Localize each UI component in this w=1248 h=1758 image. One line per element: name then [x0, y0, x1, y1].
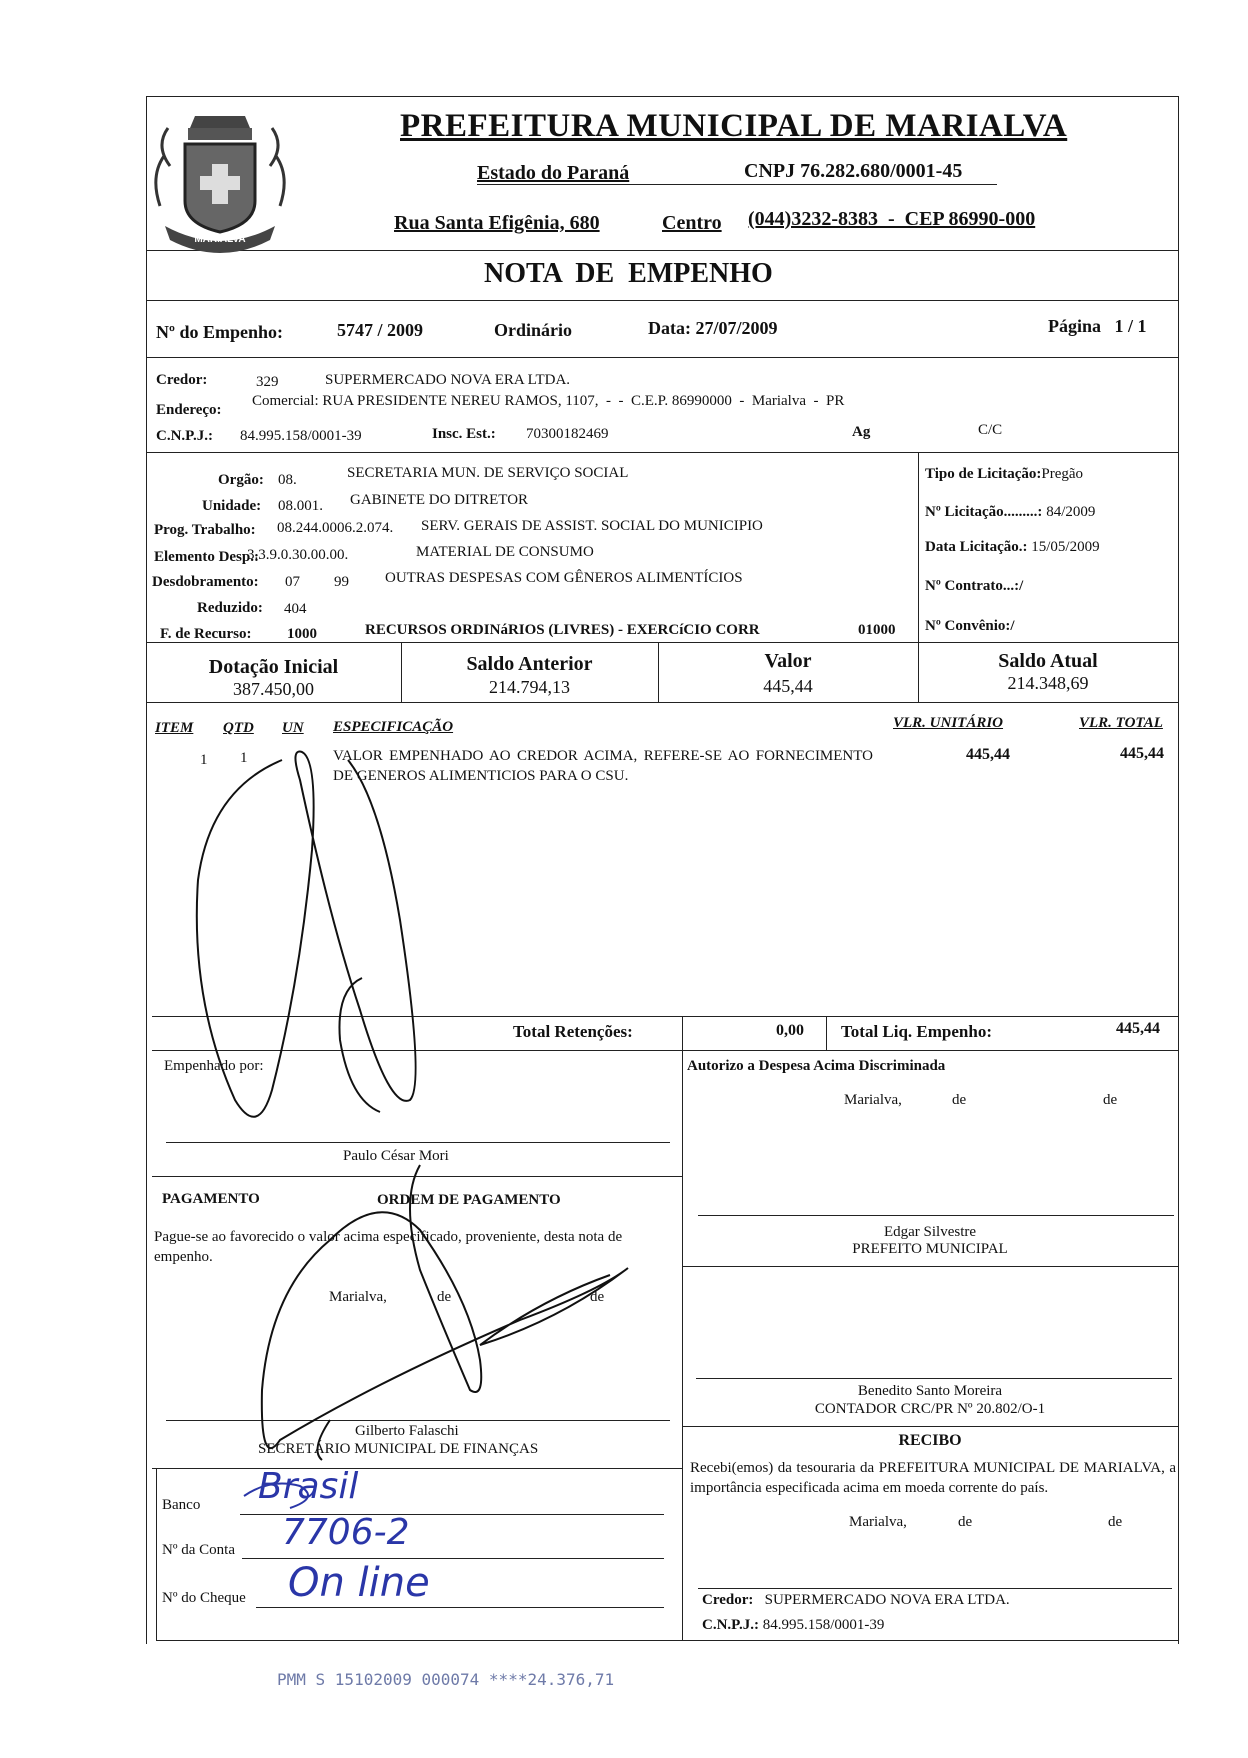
- ordem-pagamento-label: ORDEM DE PAGAMENTO: [377, 1192, 561, 1208]
- licitacao-data: [925, 539, 1100, 556]
- licitacao-num: [925, 504, 1095, 521]
- desd-a: 07: [285, 574, 300, 590]
- retencoes-value: 0,00: [776, 1022, 804, 1039]
- secretario-title: SECRETÁRIO MUNICIPAL DE FINANÇAS: [258, 1441, 539, 1457]
- ag-label: Ag: [852, 424, 871, 440]
- desd-b: 99: [334, 574, 349, 590]
- empenhado-label: Empenhado por:: [164, 1058, 264, 1074]
- empenho-number: 5747 / 2009: [337, 320, 424, 340]
- banco-handwritten: Brasil: [258, 1466, 359, 1507]
- empenho-label: Nº do Empenho:: [156, 322, 283, 342]
- dotacao-value: 387.450,00: [233, 679, 314, 699]
- dotacao-label: Dotação Inicial: [208, 656, 339, 678]
- elem-label: Elemento Desp.:: [154, 549, 259, 565]
- address-label: Endereço:: [156, 402, 222, 418]
- elem-name: MATERIAL DE CONSUMO: [416, 544, 594, 560]
- licitacao-data-value: 15/05/2009: [1031, 539, 1100, 555]
- autorizo-de-1: de: [952, 1092, 967, 1108]
- saldo-atual-label: Saldo Atual: [998, 650, 1098, 672]
- saldo-atual-value: 214.348,69: [1007, 673, 1089, 693]
- svg-text:MARIALVA: MARIALVA: [194, 234, 246, 245]
- insc-label: Insc. Est.:: [432, 426, 496, 442]
- footer-credor: [702, 1592, 1010, 1609]
- prefeitura-title: PREFEITURA MUNICIPAL DE MARIALVA: [400, 108, 1068, 144]
- col-especificacao: ESPECIFICAÇÃO: [333, 719, 454, 735]
- credor-cnpj: 84.995.158/0001-39: [240, 428, 362, 444]
- autorizo-de-2: de: [1103, 1092, 1118, 1108]
- credor-address: Comercial: RUA PRESIDENTE NEREU RAMOS, 1107, - - C.E.P. 86990000 - Marialva - PR: [252, 393, 845, 409]
- cnpj-label: C.N.P.J.:: [156, 428, 213, 444]
- liquido-value: 445,44: [1116, 1020, 1160, 1037]
- row-total-value: 445,44: [1120, 745, 1164, 762]
- liquido-label: Total Liq. Empenho:: [841, 1022, 992, 1041]
- row-item: 1: [200, 752, 208, 768]
- reduzido-label: Reduzido:: [197, 600, 263, 616]
- col-vlr-unitario: VLR. UNITÁRIO: [893, 715, 1004, 731]
- coat-of-arms-logo: [150, 106, 290, 256]
- conta-handwritten: 7706-2: [282, 1512, 410, 1553]
- fonte-ref: 01000: [858, 622, 896, 638]
- recibo-de-2: de: [1108, 1514, 1123, 1530]
- licitacao-num-label: Nº Licitação.........:: [925, 504, 1043, 520]
- licitacao-tipo: [925, 466, 1083, 483]
- footer-credor-name: SUPERMERCADO NOVA ERA LTDA.: [764, 1592, 1010, 1608]
- pagamento-de-1: de: [437, 1289, 452, 1305]
- fonte-label: F. de Recurso:: [160, 626, 252, 642]
- insc-value: 70300182469: [526, 426, 609, 442]
- row-qtd: 1: [240, 750, 248, 766]
- contrato: Nº Contrato...:/: [925, 578, 1024, 594]
- licitacao-tipo-value: Pregão: [1041, 466, 1084, 482]
- banco-label: Banco: [162, 1497, 201, 1513]
- saldo-anterior-value: 214.794,13: [489, 677, 570, 697]
- cheque-handwritten: On line: [288, 1560, 430, 1606]
- footer-credor-label: Credor:: [702, 1592, 754, 1608]
- col-un: UN: [282, 720, 304, 736]
- cc-label: C/C: [978, 422, 1003, 438]
- recibo-place: Marialva,: [849, 1514, 907, 1530]
- footer-cnpj-value: 84.995.158/0001-39: [762, 1617, 885, 1633]
- footer-cnpj: [702, 1617, 884, 1634]
- licitacao-data-label: Data Licitação.:: [925, 539, 1028, 555]
- pagamento-place: Marialva,: [329, 1289, 387, 1305]
- desd-name: OUTRAS DESPESAS COM GÊNEROS ALIMENTÍCIOS: [385, 570, 743, 586]
- row-unit-value: 445,44: [966, 746, 1010, 763]
- pagamento-label: PAGAMENTO: [162, 1191, 260, 1207]
- contador-title: CONTADOR CRC/PR Nº 20.802/O-1: [814, 1401, 1046, 1417]
- footer-cnpj-label: C.N.P.J.:: [702, 1617, 759, 1633]
- prefeito-name: Edgar Silvestre: [883, 1224, 977, 1240]
- prog-name: SERV. GERAIS DE ASSIST. SOCIAL DO MUNICIPIO: [421, 518, 763, 534]
- fonte-name: RECURSOS ORDINáRIOS (LIVRES) - EXERCíCIO CORR: [365, 622, 760, 638]
- valor-label: Valor: [764, 650, 812, 672]
- fonte-code: 1000: [287, 626, 317, 642]
- credor-name: SUPERMERCADO NOVA ERA LTDA.: [325, 372, 571, 388]
- page-number: Página 1 / 1: [1048, 316, 1147, 336]
- elem-code: 3.3.9.0.30.00.00.: [247, 547, 349, 563]
- licitacao-tipo-label: Tipo de Licitação:: [925, 466, 1042, 482]
- licitacao-num-value: 84/2009: [1046, 504, 1096, 520]
- empenho-type: Ordinário: [494, 320, 573, 340]
- recibo-de-1: de: [958, 1514, 973, 1530]
- document-title: NOTA DE EMPENHO: [484, 258, 773, 289]
- unidade-name: GABINETE DO DITRETOR: [350, 492, 529, 508]
- secretario-name: Gilberto Falaschi: [355, 1423, 459, 1439]
- orgao-label: Orgão:: [218, 472, 264, 488]
- credor-label: Credor:: [156, 372, 208, 388]
- col-item: ITEM: [155, 720, 194, 736]
- contador-name: Benedito Santo Moreira: [857, 1383, 1003, 1399]
- prefeito-title: PREFEITO MUNICIPAL: [852, 1241, 1008, 1257]
- conta-label: Nº da Conta: [162, 1542, 235, 1558]
- prog-label: Prog. Trabalho:: [154, 522, 256, 538]
- valor-value: 445,44: [763, 676, 813, 696]
- header-address: Rua Santa Efigênia, 680: [394, 212, 600, 234]
- autorizo-place: Marialva,: [844, 1092, 902, 1108]
- row-description: VALOR EMPENHADO AO CREDOR ACIMA, REFERE-SE AO FORNECIMENTO DE GENEROS ALIMENTICIOS PARA O CSU.: [333, 748, 873, 784]
- saldo-anterior-label: Saldo Anterior: [466, 653, 593, 675]
- col-qtd: QTD: [223, 720, 254, 736]
- header-phone-cep: (044)3232-8383 - CEP 86990-000: [748, 208, 1036, 230]
- orgao-name: SECRETARIA MUN. DE SERVIÇO SOCIAL: [347, 465, 629, 481]
- orgao-code: 08.: [278, 472, 297, 488]
- machine-stamp: PMM S 15102009 000074 ****24.376,71: [277, 1670, 615, 1689]
- reduzido-code: 404: [284, 601, 307, 617]
- autorizo-label: Autorizo a Despesa Acima Discriminada: [687, 1058, 946, 1074]
- convenio: Nº Convênio:/: [925, 618, 1015, 634]
- state-name: Estado do Paraná: [477, 162, 630, 184]
- recibo-label: RECIBO: [898, 1432, 962, 1449]
- col-vlr-total: VLR. TOTAL: [1079, 715, 1163, 731]
- unidade-label: Unidade:: [202, 498, 262, 514]
- cheque-label: Nº do Cheque: [162, 1590, 246, 1606]
- empenho-date: Data: 27/07/2009: [648, 318, 778, 338]
- empenhado-name: Paulo César Mori: [343, 1148, 449, 1164]
- desd-label: Desdobramento:: [152, 574, 259, 590]
- recibo-text: Recebi(emos) da tesouraria da PREFEITURA MUNICIPAL DE MARIALVA, a importância especificada acima em moeda corrente do país.: [690, 1460, 1176, 1496]
- pagamento-de-2: de: [590, 1289, 605, 1305]
- header-cnpj: CNPJ 76.282.680/0001-45: [744, 160, 963, 182]
- retencoes-label: Total Retenções:: [513, 1022, 633, 1041]
- header-district: Centro: [662, 212, 722, 234]
- prog-code: 08.244.0006.2.074.: [277, 520, 394, 536]
- credor-code: 329: [256, 374, 279, 390]
- unidade-code: 08.001.: [278, 498, 323, 514]
- pague-text: Pague-se ao favorecido o valor acima especificado, proveniente, desta nota de empenho.: [154, 1229, 623, 1265]
